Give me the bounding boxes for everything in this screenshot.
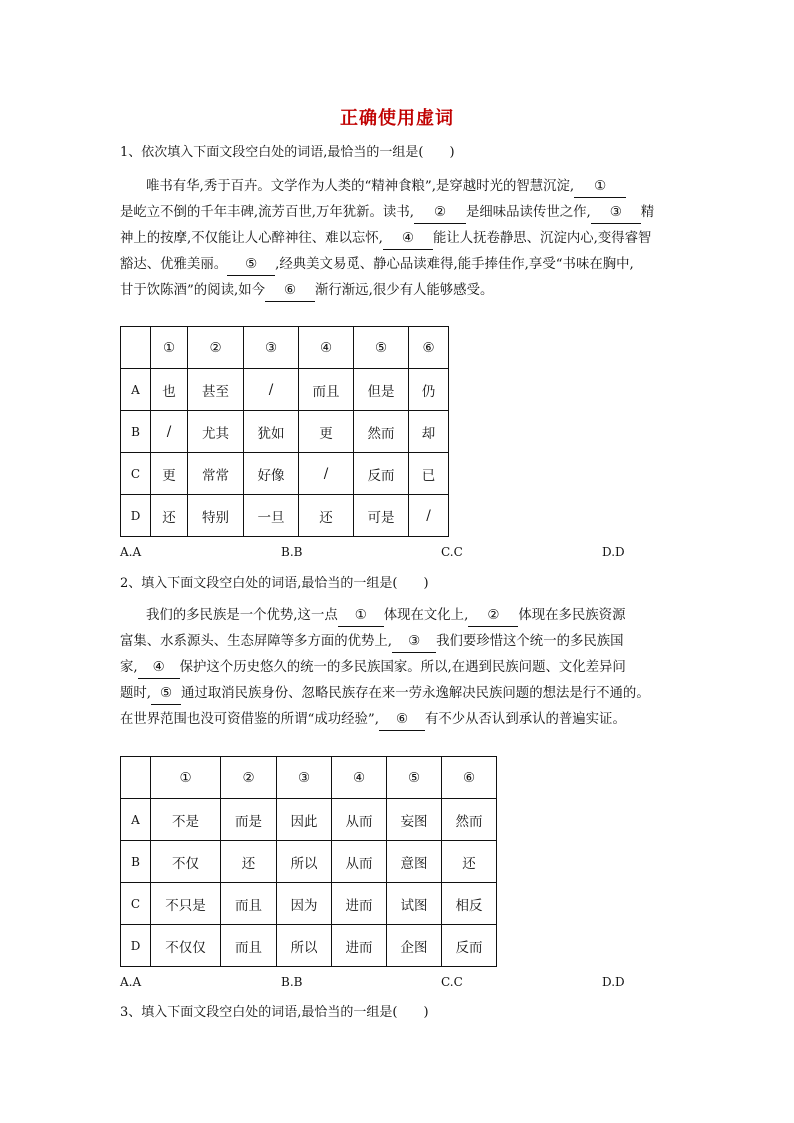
blank-6: ⑥ bbox=[265, 281, 315, 302]
table-row: A 也 甚至 / 而且 但是 仍 bbox=[121, 369, 449, 411]
option-a[interactable]: A.A bbox=[120, 975, 142, 989]
page-title: 正确使用虚词 bbox=[340, 108, 454, 129]
blank-2: ② bbox=[468, 606, 518, 627]
question-1-stem: 1、依次填入下面文段空白处的词语,最恰当的一组是( ) bbox=[120, 145, 455, 160]
question-1-passage bbox=[120, 174, 675, 304]
question-1-options bbox=[120, 545, 640, 563]
blank-4: ④ bbox=[138, 658, 180, 679]
table-row: B 不仅 还 所以 从而 意图 还 bbox=[121, 841, 497, 883]
option-b[interactable]: B.B bbox=[281, 545, 303, 559]
table-row: D 不仅仅 而且 所以 进而 企图 反而 bbox=[121, 925, 497, 967]
blank-2: ② bbox=[414, 203, 466, 224]
option-d[interactable]: D.D bbox=[602, 975, 625, 989]
blank-3: ③ bbox=[591, 203, 641, 224]
passage-line: 题时, ⑤ 通过取消民族身份、忽略民族存在来一劳永逸解决民族问题的想法是行不通的。 bbox=[120, 681, 675, 707]
passage-line: 神上的按摩,不仅能让人心醉神往、难以忘怀, ④ 能让人抚卷静思、沉淀内心,变得睿智 bbox=[120, 226, 675, 252]
blank-5: ⑤ bbox=[151, 684, 181, 705]
passage-line: 家, ④ 保护这个历史悠久的统一的多民族国家。所以,在遇到民族问题、文化差异问 bbox=[120, 655, 675, 681]
passage-line: 甘于饮陈酒”的阅读,如今 ⑥ 渐行渐远,很少有人能够感受。 bbox=[120, 278, 675, 304]
question-2-passage bbox=[120, 603, 675, 733]
blank-1: ① bbox=[338, 606, 384, 627]
passage-line: 富集、水系源头、生态屏障等多方面的优势上, ③ 我们要珍惜这个统一的多民族国 bbox=[120, 629, 675, 655]
blank-3: ③ bbox=[392, 632, 436, 653]
question-2-options bbox=[120, 975, 640, 993]
question-1-table bbox=[120, 326, 449, 537]
question-2-stem: 2、填入下面文段空白处的词语,最恰当的一组是( ) bbox=[120, 576, 429, 591]
option-c[interactable]: C.C bbox=[441, 975, 463, 989]
passage-line: 豁达、优雅美丽。 ⑤ ,经典美文易觅、静心品读难得,能手捧佳作,享受“书味在胸中, bbox=[120, 252, 675, 278]
passage-line: 是屹立不倒的千年丰碑,流芳百世,万年犹新。读书, ② 是细味品读传世之作, ③ 精 bbox=[120, 200, 675, 226]
table-header-row: ① ② ③ ④ ⑤ ⑥ bbox=[121, 757, 497, 799]
question-2-table bbox=[120, 756, 497, 967]
blank-1: ① bbox=[574, 177, 626, 198]
blank-5: ⑤ bbox=[227, 255, 275, 276]
option-a[interactable]: A.A bbox=[120, 545, 142, 559]
table-row: D 还 特别 一旦 还 可是 / bbox=[121, 495, 449, 537]
table-row: C 更 常常 好像 / 反而 已 bbox=[121, 453, 449, 495]
passage-line: 在世界范围也没可资借鉴的所谓“成功经验”, ⑥ 有不少从否认到承认的普遍实证。 bbox=[120, 707, 675, 733]
blank-4: ④ bbox=[383, 229, 433, 250]
table-row: C 不只是 而且 因为 进而 试图 相反 bbox=[121, 883, 497, 925]
option-b[interactable]: B.B bbox=[281, 975, 303, 989]
table-row: B / 尤其 犹如 更 然而 却 bbox=[121, 411, 449, 453]
passage-line: 我们的多民族是一个优势,这一点 ① 体现在文化上, ② 体现在多民族资源 bbox=[120, 603, 675, 629]
option-d[interactable]: D.D bbox=[602, 545, 625, 559]
question-3-stem: 3、填入下面文段空白处的词语,最恰当的一组是( ) bbox=[120, 1005, 429, 1020]
blank-6: ⑥ bbox=[379, 710, 425, 731]
passage-line: 唯书有华,秀于百卉。文学作为人类的“精神食粮”,是穿越时光的智慧沉淀, ① bbox=[120, 174, 675, 200]
table-header-row: ① ② ③ ④ ⑤ ⑥ bbox=[121, 327, 449, 369]
table-row: A 不是 而是 因此 从而 妄图 然而 bbox=[121, 799, 497, 841]
option-c[interactable]: C.C bbox=[441, 545, 463, 559]
